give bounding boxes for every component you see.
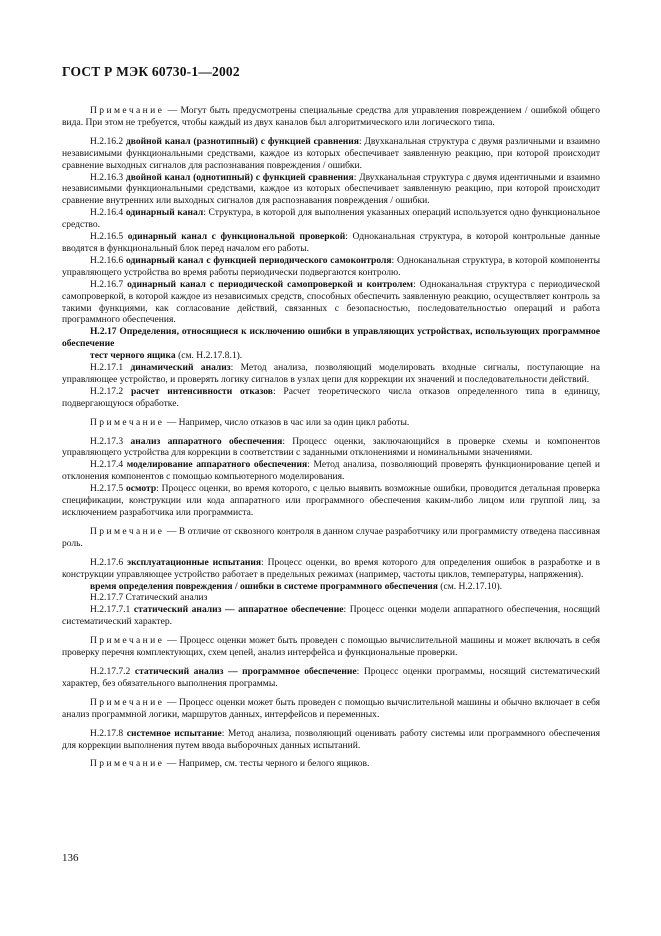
body-text: Н.2.16.6	[90, 254, 126, 266]
body-text: : Расчет теоретического числа отказов определенного типа в единицу, подвергающуюся обработке.	[62, 385, 600, 409]
term-text: осмотр	[126, 483, 157, 495]
body-text: : Одноканальная структура, в которой контрольные данные вводятся в функциональный блок перед началом его работы.	[62, 231, 600, 254]
term-text: одинарный канал с функциональной проверкой	[127, 231, 346, 243]
definition-paragraph	[62, 459, 600, 483]
body-text: : Двухканальная структура с двумя различными и взаимно независимыми функциональными средствами, каждое из которых обеспечивает заявленную реакцию, при которой происходит сравнение выходных сигналов для распознавания повреждения / ошибки.	[62, 135, 600, 171]
definition-paragraph	[62, 136, 600, 172]
body-text: Н.2.17.1	[90, 362, 131, 374]
body-text: Н.2.17.7.2	[90, 665, 135, 677]
note-label: Примечание	[90, 758, 165, 770]
body-text: : Метод анализа, позволяющий проверять функционирование цепей и отклонения компонентов с помощью компьютерного моделирования.	[62, 459, 600, 483]
term-text: расчет интенсивности отказов	[130, 385, 273, 397]
term-text: время определения повреждения / ошибки в системе программного обеспечения	[90, 580, 438, 592]
body-text: Н.2.16.2	[90, 135, 126, 147]
body-text: : Процесс оценки, во время которого, с целью выявить возможные ошибки, проводится детальная проверка спецификации, конструкции или кода аппаратного или программного обеспечения каким-либо лицом или группой лиц, за исключением разработчика или программиста.	[62, 483, 600, 518]
body-text: : Метод анализа, позволяющий моделировать входные сигналы, поступающие на управляющее устройство, и проверять логику сигналов в узлах цепи для коррекции их значений и последовательности действий.	[62, 362, 601, 385]
definition-paragraph	[62, 207, 600, 231]
definition-paragraph	[62, 581, 600, 593]
body-text: : Структура, в которой для выполнения указанных операций используется одно функциональное средство.	[62, 207, 600, 231]
term-text: двойной канал (разнотипный) с функцией сравнения	[125, 135, 359, 147]
term-text: тест черного ящика	[90, 350, 176, 362]
definition-paragraph	[62, 666, 600, 690]
term-text: системное испытание	[126, 727, 222, 739]
body-text: — Процесс оценки может быть проведен с помощью вычислительной машины и может включать в себя проверку перечня комплектующих, схем цепей, анализ интерфейса и функциональные проверки.	[62, 635, 600, 659]
body-text: Н.2.17.7 Статический анализ	[90, 592, 208, 604]
body-text: (см. Н.2.17.8.1).	[175, 350, 243, 362]
body-text: Н.2.17.8	[90, 727, 127, 739]
body-text: — Процесс оценки может быть проведен с помощью вычислительной машины и обычно включает в себя анализ программной логики, маршрутов данных, интерфейсов и переменных.	[62, 696, 600, 720]
body-text: Н.2.17.4	[90, 459, 127, 471]
body-text: Н.2.16.3	[90, 171, 126, 183]
definition-paragraph	[62, 255, 600, 279]
body-text: — Например, число отказов в час или за один цикл работы.	[164, 416, 410, 428]
note-paragraph	[62, 635, 600, 659]
term-text: одинарный канал	[125, 207, 204, 219]
definition-paragraph	[62, 592, 600, 604]
definition-paragraph	[62, 728, 600, 752]
body-text: : Процесс оценки, во время которого для определения ошибок в разработке и в конструкции управляющее устройство работает в предельных режимах (например, частоты циклов, температуры, напряжения).	[62, 556, 600, 580]
note-paragraph	[62, 758, 600, 770]
term-text: статический анализ — программное обеспечение	[134, 665, 357, 677]
definition-paragraph	[62, 279, 600, 327]
definition-paragraph	[62, 436, 600, 460]
document-header: ГОСТ Р МЭК 60730-1—2002	[62, 64, 240, 79]
body-text: Н.2.17.5	[90, 483, 126, 495]
body-text: : Одноканальная структура, в которой компоненты управляющего устройства во время работы периодически подвергаются контролю.	[62, 254, 600, 278]
definition-paragraph	[62, 604, 600, 628]
term-text: Н.2.17 Определения, относящиеся к исключению ошибки в управляющих устройствах, использующих программное обеспечение	[62, 326, 600, 350]
term-text: анализ аппаратного обеспечения	[130, 435, 283, 447]
body-text: : Метод анализа, позволяющий оценивать работу системы или программного обеспечения для коррекции выполнения путем ввода выборочных данных испытаний.	[62, 727, 600, 751]
definition-paragraph	[62, 362, 600, 386]
definition-paragraph	[62, 386, 600, 410]
term-text: динамический анализ	[130, 362, 231, 374]
body-text: — В отличие от сквозного контроля в данном случае разработчику или программисту отведена пассивная роль.	[62, 525, 600, 549]
definition-paragraph	[62, 483, 600, 519]
note-label: Примечание	[90, 105, 165, 116]
body-text: Н.2.17.2	[90, 385, 131, 397]
body-text: : Одноканальная структура с периодической самопроверкой, в которой каждое из независимых средств, способных обеспечить заявленную реакцию, осуществляет контроль за такими функциями, как согласование действий, связанных с безопасностью, последовательностью операций и работа программного обеспечения.	[62, 278, 600, 326]
body-text: Н.2.16.4	[90, 207, 126, 219]
note-label: Примечание	[90, 525, 165, 537]
note-label: Примечание	[90, 696, 165, 708]
body-text: : Процесс оценки модели аппаратного обеспечения, носящий систематический характер.	[62, 604, 600, 628]
body-text: : Процесс оценки программы, носящий систематический характер, без обязательного выполнения программы.	[62, 665, 600, 689]
body-text: : Процесс оценки, заключающийся в проверке схемы и компонентов управляющего устройства для коррекции в соответствии с заданными отклонениями и номинальными значениями.	[62, 435, 600, 459]
body-text: Н.2.16.7	[90, 278, 128, 290]
definition-paragraph	[62, 231, 600, 255]
term-text: моделирование аппаратного обеспечения	[126, 459, 308, 471]
note-label: Примечание	[90, 635, 165, 647]
body-text: (см. Н.2.17.10).	[437, 580, 503, 592]
definition-paragraph	[62, 350, 600, 362]
term-text: статический анализ — аппаратное обеспечение	[133, 604, 344, 616]
body-text: Н.2.17.6	[90, 556, 128, 568]
term-text: эксплуатационные испытания	[127, 556, 262, 568]
term-text: двойной канал (однотипный) с функцией сравнения	[125, 171, 354, 183]
page-number: 136	[62, 852, 79, 864]
note-paragraph	[62, 526, 600, 550]
definition-paragraph	[62, 172, 600, 208]
body-text: Н.2.16.5	[90, 231, 128, 243]
definition-paragraph	[62, 557, 600, 581]
note-label: Примечание	[90, 416, 165, 428]
body-text: — Могут быть предусмотрены специальные средства для управления повреждением / ошибкой общего вида. При этом не требуется, чтобы каждый из двух каналов был алгоритмического или логического типа.	[62, 105, 600, 128]
term-text: одинарный канал с периодической самопроверкой и контролем	[127, 278, 414, 290]
term-text: одинарный канал с функцией периодического самоконтроля	[125, 254, 392, 266]
body-text: : Двухканальная структура с двумя идентичными и взаимно независимыми функциональными средствами, каждое из которых обеспечивает заявленную реакцию, при которой происходит сравнение внутренних или выходных сигналов для распознавания повреждения / ошибки.	[62, 171, 600, 207]
body-text: Н.2.17.7.1	[90, 604, 134, 616]
note-paragraph	[62, 417, 600, 429]
document-body	[62, 98, 600, 770]
body-text: — Например, см. тесты черного и белого ящиков.	[164, 758, 370, 770]
body-text: Н.2.17.3	[90, 435, 131, 447]
note-paragraph	[62, 697, 600, 721]
definition-paragraph	[62, 326, 600, 350]
note-paragraph	[62, 105, 600, 129]
